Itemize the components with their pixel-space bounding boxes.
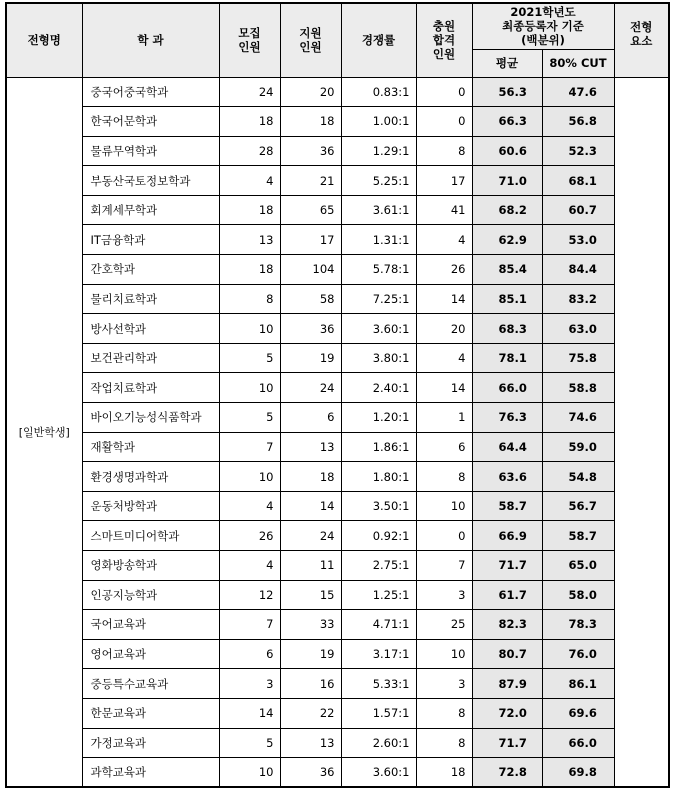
ratio-cell: 3.61:1 (341, 195, 416, 225)
header-ratio: 경쟁률 (341, 3, 416, 77)
element-cell (614, 77, 669, 787)
average-score-cell: 71.7 (472, 728, 542, 758)
average-score-cell: 87.9 (472, 669, 542, 699)
ratio-cell: 1.80:1 (341, 462, 416, 492)
quota-cell: 5 (219, 728, 280, 758)
extra-admit-cell: 10 (416, 639, 472, 669)
extra-admit-cell: 8 (416, 728, 472, 758)
applicants-cell: 22 (280, 698, 341, 728)
table-row (6, 639, 669, 669)
ratio-cell: 1.25:1 (341, 580, 416, 610)
average-score-cell: 76.3 (472, 403, 542, 433)
applicants-cell: 24 (280, 373, 341, 403)
extra-admit-cell: 0 (416, 77, 472, 107)
cut-score-cell: 56.8 (542, 107, 614, 137)
quota-cell: 5 (219, 403, 280, 433)
table-row (6, 343, 669, 373)
header-final-line2: 최종등록자 기준 (502, 19, 584, 34)
quota-cell: 13 (219, 225, 280, 255)
cut-score-cell: 58.8 (542, 373, 614, 403)
department-cell: IT금융학과 (82, 225, 219, 255)
header-final-line1: 2021학년도 (510, 5, 576, 20)
ratio-cell: 7.25:1 (341, 284, 416, 314)
applicants-cell: 13 (280, 432, 341, 462)
extra-admit-cell: 0 (416, 107, 472, 137)
table-row (6, 580, 669, 610)
extra-admit-cell: 10 (416, 491, 472, 521)
applicants-cell: 65 (280, 195, 341, 225)
header-type: 전형명 (6, 3, 82, 77)
average-score-cell: 68.3 (472, 314, 542, 344)
department-cell: 환경생명과학과 (82, 462, 219, 492)
cut-score-cell: 58.7 (542, 521, 614, 551)
header-quota-line2: 인원 (238, 40, 261, 55)
header-element (614, 3, 669, 77)
ratio-cell: 0.92:1 (341, 521, 416, 551)
table-row (6, 610, 669, 640)
cut-score-cell: 69.8 (542, 758, 614, 788)
admission-results-table (5, 2, 670, 788)
header-applicants-line1: 지원 (299, 26, 322, 41)
quota-cell: 5 (219, 343, 280, 373)
extra-admit-cell: 8 (416, 462, 472, 492)
header-dept: 학 과 (82, 3, 219, 77)
department-cell: 인공지능학과 (82, 580, 219, 610)
cut-score-cell: 76.0 (542, 639, 614, 669)
average-score-cell: 60.6 (472, 136, 542, 166)
applicants-cell: 18 (280, 107, 341, 137)
extra-admit-cell: 3 (416, 669, 472, 699)
quota-cell: 14 (219, 698, 280, 728)
ratio-cell: 3.80:1 (341, 343, 416, 373)
average-score-cell: 71.7 (472, 551, 542, 581)
average-score-cell: 58.7 (472, 491, 542, 521)
applicants-cell: 6 (280, 403, 341, 433)
extra-admit-cell: 6 (416, 432, 472, 462)
ratio-cell: 1.86:1 (341, 432, 416, 462)
quota-cell: 10 (219, 314, 280, 344)
department-cell: 한국어문학과 (82, 107, 219, 137)
quota-cell: 4 (219, 491, 280, 521)
table-row (6, 136, 669, 166)
table-row (6, 669, 669, 699)
cut-score-cell: 86.1 (542, 669, 614, 699)
extra-admit-cell: 1 (416, 403, 472, 433)
applicants-cell: 17 (280, 225, 341, 255)
cut-score-cell: 75.8 (542, 343, 614, 373)
header-final (472, 3, 614, 49)
extra-admit-cell: 17 (416, 166, 472, 196)
cut-score-cell: 66.0 (542, 728, 614, 758)
header-applicants-line2: 인원 (299, 40, 322, 55)
quota-cell: 8 (219, 284, 280, 314)
table-row (6, 758, 669, 788)
department-cell: 중국어중국학과 (82, 77, 219, 107)
table-row (6, 284, 669, 314)
table-row (6, 107, 669, 137)
applicants-cell: 36 (280, 136, 341, 166)
department-cell: 바이오기능성식품학과 (82, 403, 219, 433)
cut-score-cell: 63.0 (542, 314, 614, 344)
average-score-cell: 80.7 (472, 639, 542, 669)
department-cell: 물리치료학과 (82, 284, 219, 314)
average-score-cell: 66.0 (472, 373, 542, 403)
extra-admit-cell: 14 (416, 284, 472, 314)
table-row (6, 314, 669, 344)
average-score-cell: 66.3 (472, 107, 542, 137)
average-score-cell: 85.1 (472, 284, 542, 314)
department-cell: 중등특수교육과 (82, 669, 219, 699)
cut-score-cell: 54.8 (542, 462, 614, 492)
applicants-cell: 15 (280, 580, 341, 610)
header-extra-line1: 충원 (432, 19, 456, 34)
cut-score-cell: 52.3 (542, 136, 614, 166)
applicants-cell: 36 (280, 314, 341, 344)
extra-admit-cell: 0 (416, 521, 472, 551)
department-cell: 가정교육과 (82, 728, 219, 758)
extra-admit-cell: 20 (416, 314, 472, 344)
department-cell: 보건관리학과 (82, 343, 219, 373)
applicants-cell: 24 (280, 521, 341, 551)
average-score-cell: 68.2 (472, 195, 542, 225)
average-score-cell: 85.4 (472, 255, 542, 285)
department-cell: 영어교육과 (82, 639, 219, 669)
department-cell: 물류무역학과 (82, 136, 219, 166)
ratio-cell: 1.00:1 (341, 107, 416, 137)
header-quota (219, 3, 280, 77)
header-final-line3: (백분위) (521, 33, 565, 48)
quota-cell: 3 (219, 669, 280, 699)
average-score-cell: 72.0 (472, 698, 542, 728)
ratio-cell: 3.50:1 (341, 491, 416, 521)
department-cell: 국어교육과 (82, 610, 219, 640)
table-row (6, 403, 669, 433)
quota-cell: 18 (219, 195, 280, 225)
department-cell: 작업치료학과 (82, 373, 219, 403)
applicants-cell: 19 (280, 639, 341, 669)
table-row (6, 551, 669, 581)
cut-score-cell: 58.0 (542, 580, 614, 610)
table-row (6, 728, 669, 758)
extra-admit-cell: 14 (416, 373, 472, 403)
ratio-cell: 3.17:1 (341, 639, 416, 669)
ratio-cell: 2.75:1 (341, 551, 416, 581)
quota-cell: 7 (219, 610, 280, 640)
average-score-cell: 61.7 (472, 580, 542, 610)
ratio-cell: 5.25:1 (341, 166, 416, 196)
applicants-cell: 13 (280, 728, 341, 758)
table-row (6, 77, 669, 107)
department-cell: 스마트미디어학과 (82, 521, 219, 551)
quota-cell: 12 (219, 580, 280, 610)
quota-cell: 28 (219, 136, 280, 166)
applicants-cell: 58 (280, 284, 341, 314)
table-row (6, 166, 669, 196)
header-quota-line1: 모집 (238, 26, 261, 41)
department-cell: 방사선학과 (82, 314, 219, 344)
applicants-cell: 14 (280, 491, 341, 521)
cut-score-cell: 84.4 (542, 255, 614, 285)
ratio-cell: 1.20:1 (341, 403, 416, 433)
header-avg: 평균 (472, 49, 542, 77)
department-cell: 운동처방학과 (82, 491, 219, 521)
average-score-cell: 63.6 (472, 462, 542, 492)
cut-score-cell: 60.7 (542, 195, 614, 225)
quota-cell: 4 (219, 166, 280, 196)
average-score-cell: 64.4 (472, 432, 542, 462)
cut-score-cell: 53.0 (542, 225, 614, 255)
header-extra-line3: 인원 (432, 47, 456, 62)
extra-admit-cell: 18 (416, 758, 472, 788)
header-cut: 80% CUT (542, 49, 614, 77)
ratio-cell: 2.40:1 (341, 373, 416, 403)
ratio-cell: 1.31:1 (341, 225, 416, 255)
table-row (6, 225, 669, 255)
department-cell: 과학교육과 (82, 758, 219, 788)
table-body (6, 77, 669, 787)
table-row (6, 195, 669, 225)
extra-admit-cell: 26 (416, 255, 472, 285)
quota-cell: 10 (219, 462, 280, 492)
applicants-cell: 16 (280, 669, 341, 699)
ratio-cell: 4.71:1 (341, 610, 416, 640)
applicants-cell: 19 (280, 343, 341, 373)
table-row (6, 491, 669, 521)
quota-cell: 6 (219, 639, 280, 669)
header-element-line2: 요소 (630, 34, 653, 48)
average-score-cell: 72.8 (472, 758, 542, 788)
applicants-cell: 20 (280, 77, 341, 107)
applicants-cell: 36 (280, 758, 341, 788)
table-row (6, 521, 669, 551)
extra-admit-cell: 4 (416, 225, 472, 255)
cut-score-cell: 68.1 (542, 166, 614, 196)
department-cell: 재활학과 (82, 432, 219, 462)
cut-score-cell: 47.6 (542, 77, 614, 107)
department-cell: 회계세무학과 (82, 195, 219, 225)
cut-score-cell: 65.0 (542, 551, 614, 581)
header-extra (416, 3, 472, 77)
extra-admit-cell: 8 (416, 698, 472, 728)
extra-admit-cell: 25 (416, 610, 472, 640)
cut-score-cell: 83.2 (542, 284, 614, 314)
department-cell: 부동산국토정보학과 (82, 166, 219, 196)
cut-score-cell: 78.3 (542, 610, 614, 640)
quota-cell: 7 (219, 432, 280, 462)
quota-cell: 18 (219, 255, 280, 285)
department-cell: 영화방송학과 (82, 551, 219, 581)
cut-score-cell: 69.6 (542, 698, 614, 728)
applicants-cell: 21 (280, 166, 341, 196)
admission-type-cell: [일반학생] (6, 77, 82, 787)
extra-admit-cell: 4 (416, 343, 472, 373)
cut-score-cell: 59.0 (542, 432, 614, 462)
ratio-cell: 5.78:1 (341, 255, 416, 285)
table-row (6, 373, 669, 403)
average-score-cell: 82.3 (472, 610, 542, 640)
department-cell: 간호학과 (82, 255, 219, 285)
ratio-cell: 3.60:1 (341, 314, 416, 344)
average-score-cell: 56.3 (472, 77, 542, 107)
quota-cell: 4 (219, 551, 280, 581)
ratio-cell: 5.33:1 (341, 669, 416, 699)
header-applicants (280, 3, 341, 77)
ratio-cell: 2.60:1 (341, 728, 416, 758)
quota-cell: 10 (219, 758, 280, 788)
quota-cell: 24 (219, 77, 280, 107)
quota-cell: 18 (219, 107, 280, 137)
table-row (6, 255, 669, 285)
header-element-line1: 전형 (630, 20, 653, 34)
applicants-cell: 18 (280, 462, 341, 492)
table-row (6, 432, 669, 462)
ratio-cell: 3.60:1 (341, 758, 416, 788)
table-row (6, 698, 669, 728)
average-score-cell: 78.1 (472, 343, 542, 373)
cut-score-cell: 74.6 (542, 403, 614, 433)
quota-cell: 10 (219, 373, 280, 403)
applicants-cell: 104 (280, 255, 341, 285)
extra-admit-cell: 7 (416, 551, 472, 581)
extra-admit-cell: 41 (416, 195, 472, 225)
header-extra-line2: 합격 (432, 33, 456, 48)
ratio-cell: 0.83:1 (341, 77, 416, 107)
cut-score-cell: 56.7 (542, 491, 614, 521)
average-score-cell: 71.0 (472, 166, 542, 196)
ratio-cell: 1.57:1 (341, 698, 416, 728)
applicants-cell: 11 (280, 551, 341, 581)
quota-cell: 26 (219, 521, 280, 551)
applicants-cell: 33 (280, 610, 341, 640)
ratio-cell: 1.29:1 (341, 136, 416, 166)
department-cell: 한문교육과 (82, 698, 219, 728)
extra-admit-cell: 8 (416, 136, 472, 166)
table-row (6, 462, 669, 492)
average-score-cell: 62.9 (472, 225, 542, 255)
average-score-cell: 66.9 (472, 521, 542, 551)
extra-admit-cell: 3 (416, 580, 472, 610)
